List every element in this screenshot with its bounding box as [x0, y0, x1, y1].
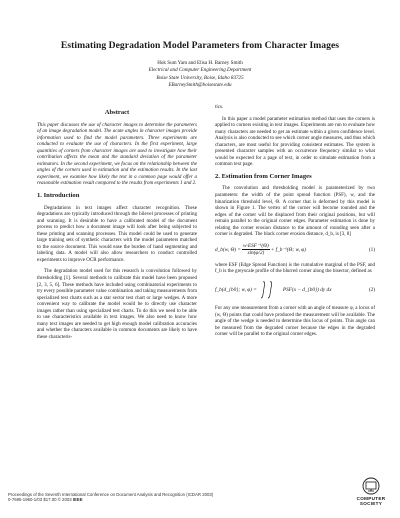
equation-1-numerator: w·ESF⁻¹(Θ) [243, 242, 269, 249]
footer-isbn: 0-7695-1960-1/03 $17.00 © 2003 [8, 497, 73, 503]
proceedings-footer [8, 492, 213, 503]
section-2-paragraph-3: For any one measurement from a corner with an angle of measure φ, a locus of (w, Θ) points that could have produced the measurement will be available. The angle of the wedge is needed to determine this locus of points. This angle can be measured from the degraded corner because the edges in the degraded corner will be parallel to the original corner edges. [215, 305, 375, 338]
computer-society-logo [350, 476, 392, 506]
section-2-paragraph-1: The convolution and thresholding model is parameterized by two parameters: the width of the point spread function (PSF), w, and the binarization threshold level, Θ. A corner that is deformed by this model is shown in Figure 1. The vertex of the corner will become rounded and the edges of the corner will be displaced from their original positions, but will remain parallel to the original corner edges. Parameter estimation is done by relating the corner erosion distance to the amount of rounding seen after a corner is degraded. The black corner erosion distance, d_b, is [3, 8] [215, 185, 375, 238]
left-column [37, 110, 197, 346]
author-names: Hok Sum Yam and Elisa H. Barney Smith [157, 60, 243, 66]
equation-1-rhs: + f_b⁻¹(Θ; w, φ) [270, 246, 306, 253]
equation-1 [215, 243, 375, 257]
footer-copyright [8, 497, 213, 502]
equation-1-lhs: d_b(w, Θ) = [215, 246, 241, 253]
logo-text-line-1: COMPUTER [356, 496, 386, 501]
intro-paragraph-3: In this paper a model parameter estimation method that uses the corners is applied to corners existing in text images. Experiments are run to evaluate how many characters are needed to get an estimate within a given confidence level. Analysis is also conducted to see which corner angle measures, and thus which characters, are most useful for providing consistent estimates. The system is presented character samples with an occurrence frequency similar to what would be expected for a page of text, in order to simulate estimation from a common text page. [215, 115, 375, 168]
section-2-paragraph-2: where ESF (Edge Spread Function) is the cumulative marginal of the PSF, and f_b is the greyscale profile of the blurred corner along the bisector, defined as [215, 261, 375, 275]
footer-ieee: IEEE [72, 497, 83, 503]
intro-paragraph-2-continued: tics. [215, 104, 224, 110]
computer-society-emblem-icon [360, 476, 382, 496]
logo-text-line-2: SOCIETY [359, 501, 383, 506]
equation-2-number: (2) [368, 286, 375, 293]
abstract-heading: Abstract [104, 109, 130, 116]
author-university: Boise State University, Boise, Idaho 83725 [156, 74, 244, 81]
equation-2-lhs: f_b(d_{b0}; w, φ) = [215, 286, 257, 293]
author-email: EBarneySmith@boisestate.edu [168, 81, 232, 88]
equation-2-body [215, 280, 332, 300]
abstract-text: This paper discusses the use of character images to determine the parameters of an image degradation model. The acute angles in character images provide information used to find the model parameters. Three experiments are conducted to evaluate the use of characters. In the first experiment, large quantities of corners from character images are used to investigate how their contribution affects the mean and the standard deviation of the parameter estimators. In the second experiment, we focus on the relationship between the angles of the corners used in estimation and the estimation results. In the last experiment, we examine how likely the text in a common page would offer a reasonable estimation result compared to the results from experiments 1 and 2. [37, 121, 197, 187]
section-2-heading: 2. Estimation from Corner Images [215, 172, 312, 180]
equation-1-number: (1) [368, 246, 375, 253]
author-block [60, 60, 340, 89]
footer-conference: Proceedings of the Seventh International Conference on Document Analysis and Recognition (ICDAR 2003) [8, 492, 214, 497]
equation-2-integrand: PSF(x − d_{b0}) dy dx [282, 286, 332, 293]
equation-1-denominator: sin(φ/2) [247, 250, 265, 257]
equation-1-body [215, 243, 306, 257]
double-integral-symbol [259, 280, 281, 300]
equation-1-fraction [242, 243, 270, 257]
intro-heading: 1. Introduction [37, 192, 80, 200]
intro-paragraph-2: The degradation model used for this research is convolution followed by thresholding [1]. Several methods to calibrate this model have been proposed [2, 3, 5, 6]. These methods have included using combinatorial experiments to try every possible parameter value combination and taking measurements from specialized test charts such as a star sector test chart or large wedges. A more convenient way to calibrate the model would be to directly use character images rather than using specialized test charts. To do this we need to be able to use characteristics available in text images. We also need to know how many text images are needed to get high enough model calibration accuracies and whether the characters available in common documents are likely to have these characteris- [37, 268, 197, 340]
intro-paragraph-1: Degradations in text images affect character recognition. These degradations are typically introduced through the bilevel processes of printing and scanning. It is desirable to have a calibrated model of the document process to predict how a document image will look after being subjected to these printing and scanning processes. This model could be used to generate large training sets of synthetic characters with the model parameters matched to the source document. This would ease the burden of hand segmenting and labeling data. A model will also allow researchers to conduct controlled experiments to improve OCR performance. [37, 204, 197, 263]
author-affiliation: Electrical and Computer Engineering Department [148, 67, 252, 74]
right-column [215, 104, 375, 343]
equation-2 [215, 280, 375, 300]
paper-title: Estimating Degradation Model Parameters from Character Images [60, 40, 340, 51]
